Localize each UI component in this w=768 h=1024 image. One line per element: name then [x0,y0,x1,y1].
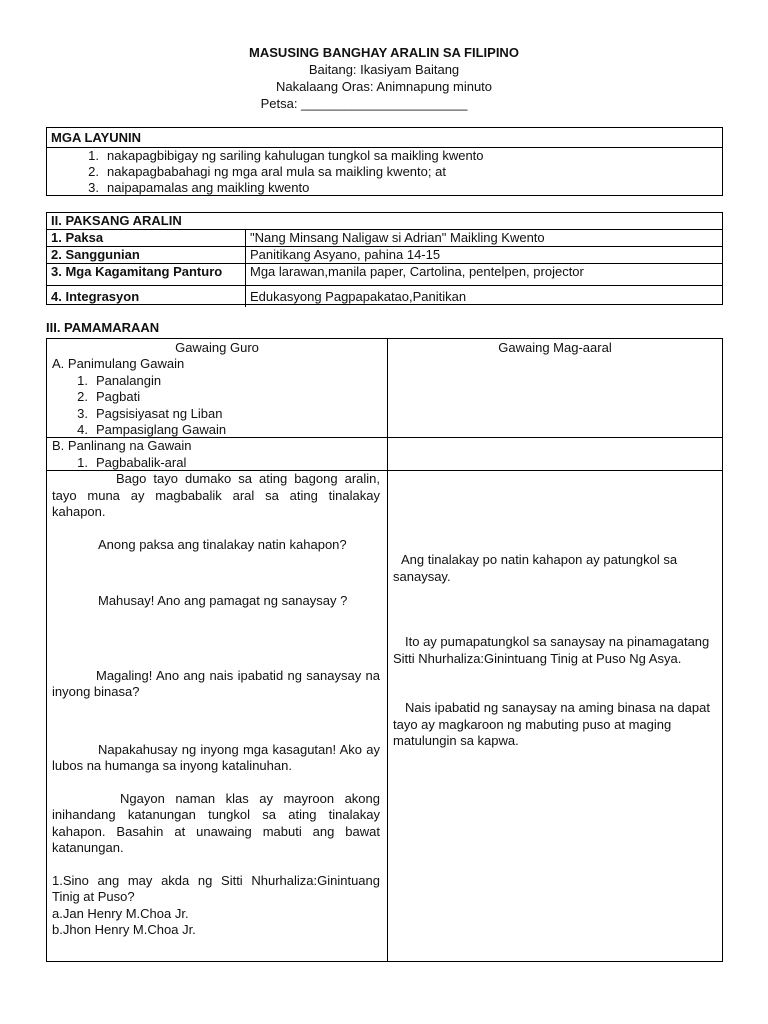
item-number: 1. [77,454,88,470]
row-label: 1. Paksa [47,230,246,247]
objective-text: nakapagbibigay ng sariling kahulugan tungkol sa maikling kwento [107,148,484,163]
developmental-activities [52,438,382,471]
objective-number: 1. [88,148,99,163]
procedure-heading: III. PAMAMARAAN [46,320,160,335]
teacher-paragraph: Magaling! Ano ang nais ipabatid ng sanaysay na inyong binasa? [52,667,380,699]
subject-matter-box [46,212,723,305]
procedure-table [46,338,723,962]
teacher-paragraph: Anong paksa ang tinalakay natin kahapon? [98,536,347,552]
section-b-heading: B. Panlinang na Gawain [52,438,192,453]
row-label: 3. Mga Kagamitang Panturo [47,264,246,286]
preliminary-list [52,373,382,439]
subject-matter-heading: II. PAKSANG ARALIN [47,213,722,230]
table-row [47,230,722,247]
teacher-paragraph: Bago tayo dumako sa ating bagong aralin, tayo muna ay magbabalik aral sa ating tinalakay kahapon. [52,471,380,519]
item-text: Pagsisiyasat ng Liban [96,405,223,421]
objective-item [77,164,722,180]
answer-choice: b.Jhon Henry M.Choa Jr. [52,922,196,937]
list-item [52,406,382,423]
list-item [52,455,382,472]
teacher-dialogue [52,471,380,939]
objective-number: 3. [88,180,99,195]
row-value: Edukasyong Pagpapakatao,Panitikan [250,289,467,304]
student-response: Ang tinalakay po natin kahapon ay patungkol sa sanaysay. [393,552,678,584]
subject-matter-table [47,213,722,307]
table-row [47,264,722,286]
teacher-paragraph: Ngayon naman klas ay mayroon akong inihandang katanungan tungkol sa ating tinalakay kahapon. Basahin at unawaing mabuti ang bawat katanungan. [52,790,380,855]
objectives-box [46,127,723,196]
item-number: 2. [77,389,88,404]
list-item [52,389,382,406]
objective-text: naipapamalas ang maikling kwento [107,180,310,195]
question-text: 1.Sino ang may akda ng Sitti Nhurhaliza:Ginintuang Tinig at Puso? [52,872,380,904]
row-value: "Nang Minsang Naligaw si Adrian" Maikling Kwento [246,230,723,247]
column-divider [387,339,388,961]
student-column-header: Gawaing Mag-aaral [498,340,612,355]
table-row [47,247,722,264]
objectives-heading: MGA LAYUNIN [47,128,722,148]
item-text: Panalangin [96,372,162,388]
teacher-paragraph: Mahusay! Ano ang pamagat ng sanaysay ? [98,593,348,608]
item-number: 1. [77,372,88,388]
objective-item [77,148,722,164]
table-row [47,286,722,308]
document-header [0,44,768,112]
row-label: 2. Sanggunian [47,247,246,264]
list-item [52,373,382,390]
grade-level: Baitang: Ikasiyam Baitang [308,62,460,77]
objective-text: nakapagbabahagi ng mga aral mula sa maikling kwento; at [107,164,446,179]
objective-number: 2. [88,164,99,179]
student-response: Nais ipabatid ng sanaysay na aming binasa na dapat tayo ay magkaroon ng mabuting puso at maging matulungin sa kapwa. [393,700,710,748]
item-text: Pampasiglang Gawain [96,422,227,437]
item-text: Pagbabalik-aral [96,454,187,470]
time-allotment: Nakalaang Oras: Animnapung minuto [275,79,493,94]
teacher-column-header: Gawaing Guro [175,340,259,355]
row-label: 4. Integrasyon [47,286,246,308]
item-text: Pagbati [96,389,141,404]
objectives-list [47,148,722,196]
objective-item [77,180,722,196]
row-value: Mga larawan,manila paper, Cartolina, pentelpen, projector [246,264,723,286]
teacher-paragraph: Napakahusay ng inyong mga kasagutan! Ako ay lubos na humanga sa inyong katalinuhan. [52,741,380,773]
date-line: Petsa: _______________________ [260,96,468,111]
item-number: 4. [77,422,88,437]
student-responses [393,552,713,750]
item-number: 3. [77,405,88,421]
list-item [52,422,382,439]
section-a-heading: A. Panimulang Gawain [52,356,185,371]
preliminary-activities [52,356,382,439]
row-value: Panitikang Asyano, pahina 14-15 [246,247,723,264]
student-response: Ito ay pumapatungkol sa sanaysay na pinamagatang Sitti Nhurhaliza:Ginintuang Tinig at Puso Ng Asya. [393,634,710,666]
answer-choice: a.Jan Henry M.Choa Jr. [52,905,189,921]
developmental-list [52,455,382,472]
document-title: MASUSING BANGHAY ARALIN SA FILIPINO [249,45,519,60]
